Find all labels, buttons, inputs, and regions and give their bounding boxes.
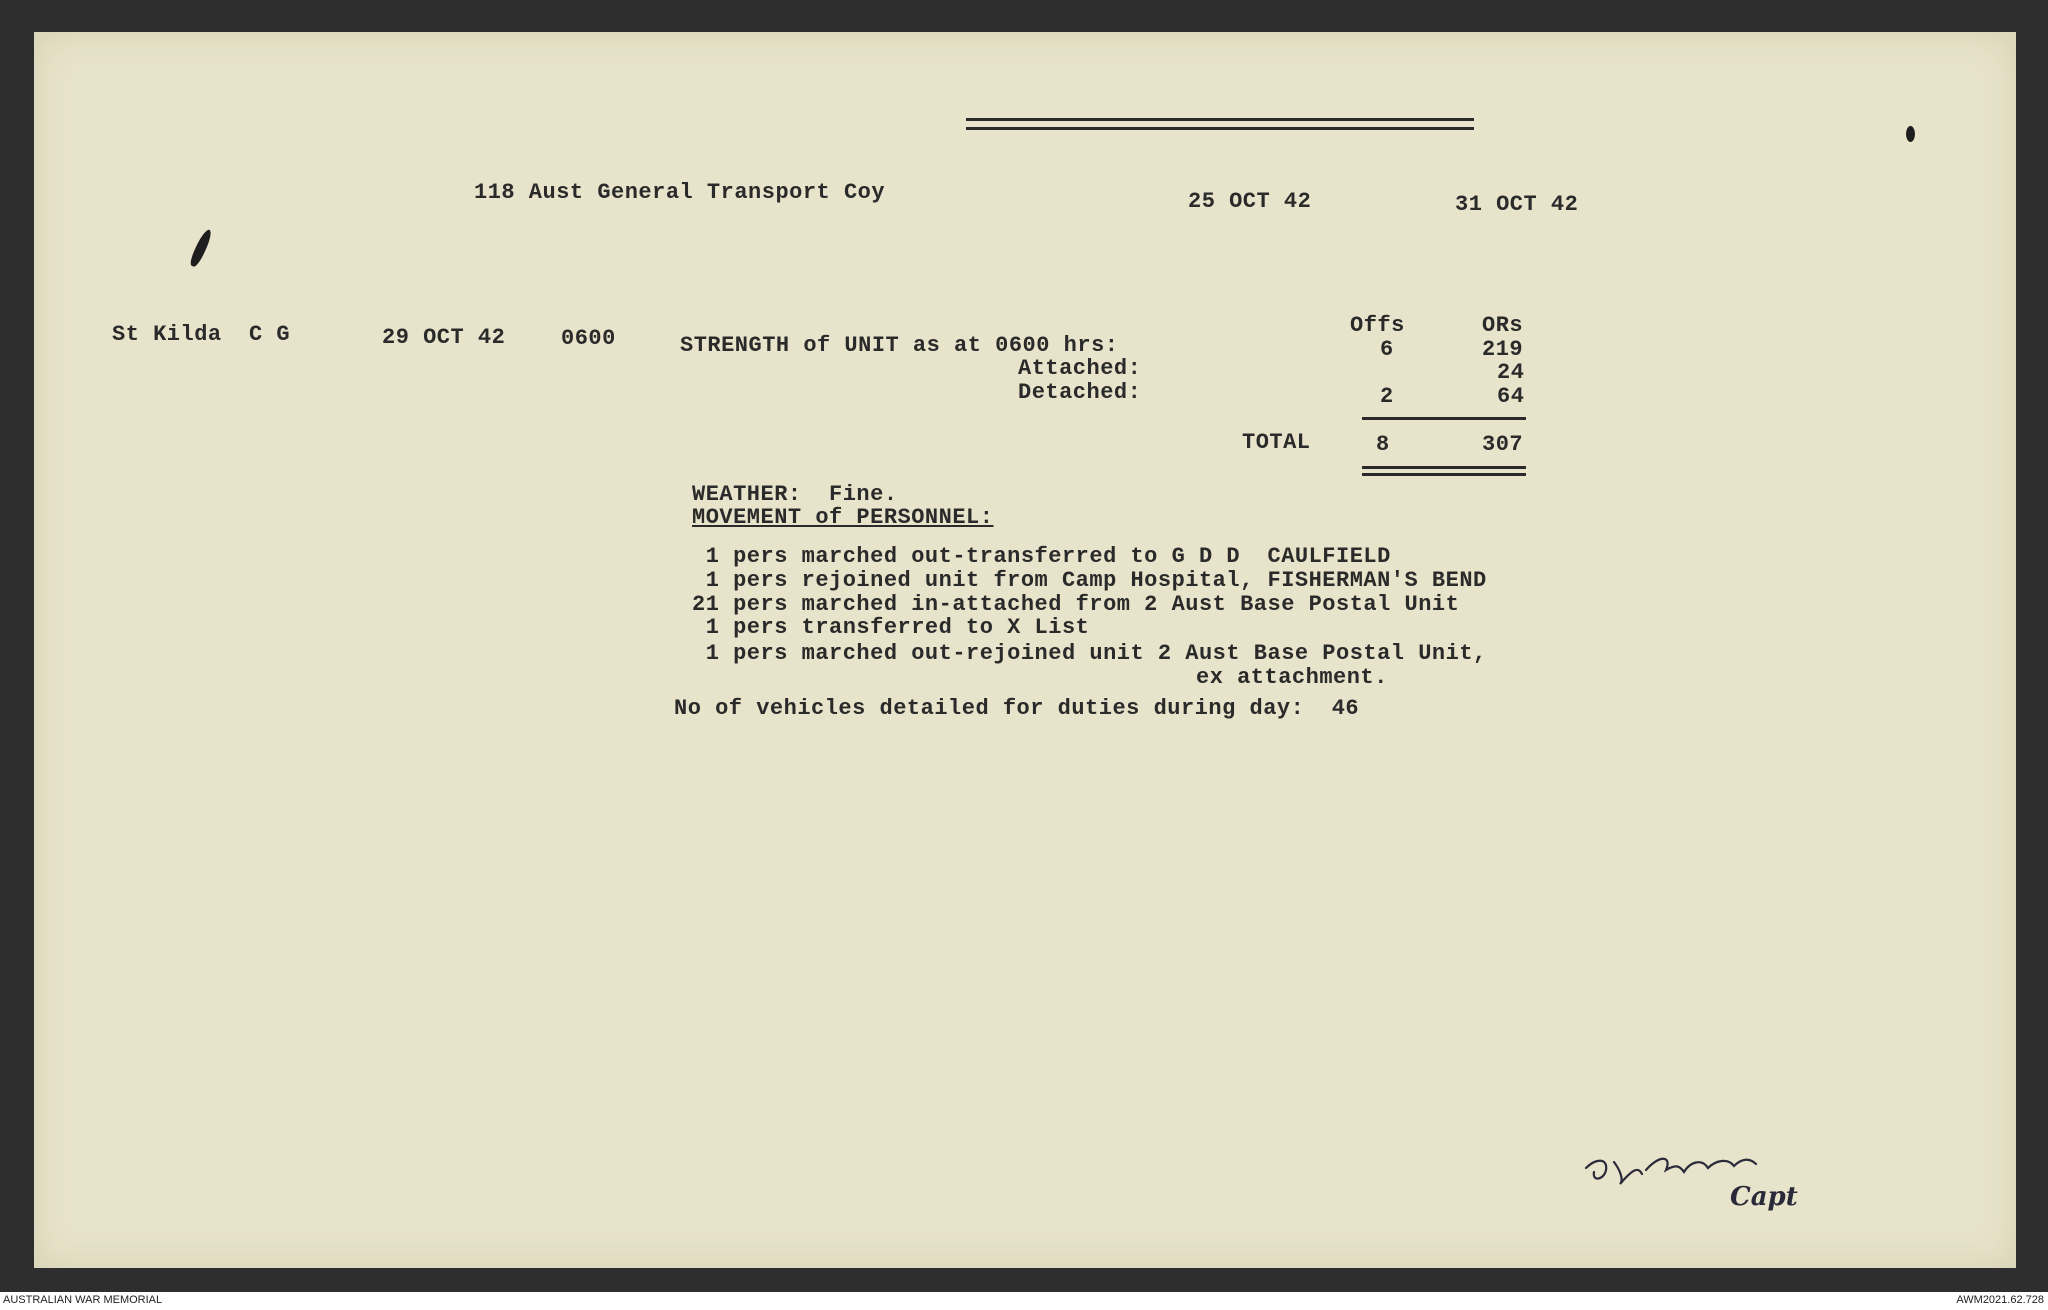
column-ors-header: ORs <box>1482 313 1524 338</box>
strength-ors: 219 <box>1482 337 1524 362</box>
total-label: TOTAL <box>1242 430 1311 455</box>
entry-date: 29 OCT 42 <box>382 325 506 350</box>
entry-time: 0600 <box>561 326 616 351</box>
punch-mark-right <box>1906 126 1915 142</box>
date-to: 31 OCT 42 <box>1455 192 1579 217</box>
detached-label: Detached: <box>1018 380 1142 405</box>
place: St Kilda C G <box>112 322 291 347</box>
archive-footer <box>0 1292 2048 1310</box>
movement-line: 1 pers marched out-rejoined unit 2 Aust Base Postal Unit, <box>692 641 1487 666</box>
total-ors: 307 <box>1482 432 1524 457</box>
movement-line: 21 pers marched in-attached from 2 Aust Base Postal Unit <box>692 592 1460 617</box>
top-double-rule-lower <box>966 127 1474 130</box>
detached-ors: 64 <box>1497 384 1525 409</box>
attached-label: Attached: <box>1018 356 1142 381</box>
total-offs: 8 <box>1376 432 1390 457</box>
vehicles-line: No of vehicles detailed for duties during day: 46 <box>674 696 1360 721</box>
movement-line: 1 pers transferred to X List <box>692 615 1090 640</box>
movement-line: 1 pers rejoined unit from Camp Hospital, FISHERMAN'S BEND <box>692 568 1487 593</box>
total-double-rule-upper <box>1362 466 1526 469</box>
movement-continuation: ex attachment. <box>1196 665 1388 690</box>
movement-line: 1 pers marched out-transferred to G D D CAULFIELD <box>692 544 1391 569</box>
weather: WEATHER: Fine. <box>692 482 898 507</box>
top-double-rule-upper <box>966 118 1474 121</box>
archive-name: AUSTRALIAN WAR MEMORIAL <box>3 1294 163 1306</box>
column-offs-header: Offs <box>1350 313 1405 338</box>
strength-offs: 6 <box>1380 337 1394 362</box>
attached-ors: 24 <box>1497 360 1525 385</box>
signature-rank: Capt <box>1730 1182 1798 1212</box>
detached-offs: 2 <box>1380 384 1394 409</box>
strength-label: STRENGTH of UNIT as at 0600 hrs: <box>680 333 1119 358</box>
signature <box>1580 1140 1840 1235</box>
unit-name: 118 Aust General Transport Coy <box>474 180 886 205</box>
archive-reference: AWM2021.62.728 <box>1956 1294 2044 1306</box>
total-double-rule-lower <box>1362 473 1526 476</box>
signature-scribble <box>1580 1140 1840 1230</box>
date-from: 25 OCT 42 <box>1188 189 1312 214</box>
subtotal-rule <box>1362 417 1526 420</box>
movement-heading: MOVEMENT of PERSONNEL: <box>692 505 994 530</box>
